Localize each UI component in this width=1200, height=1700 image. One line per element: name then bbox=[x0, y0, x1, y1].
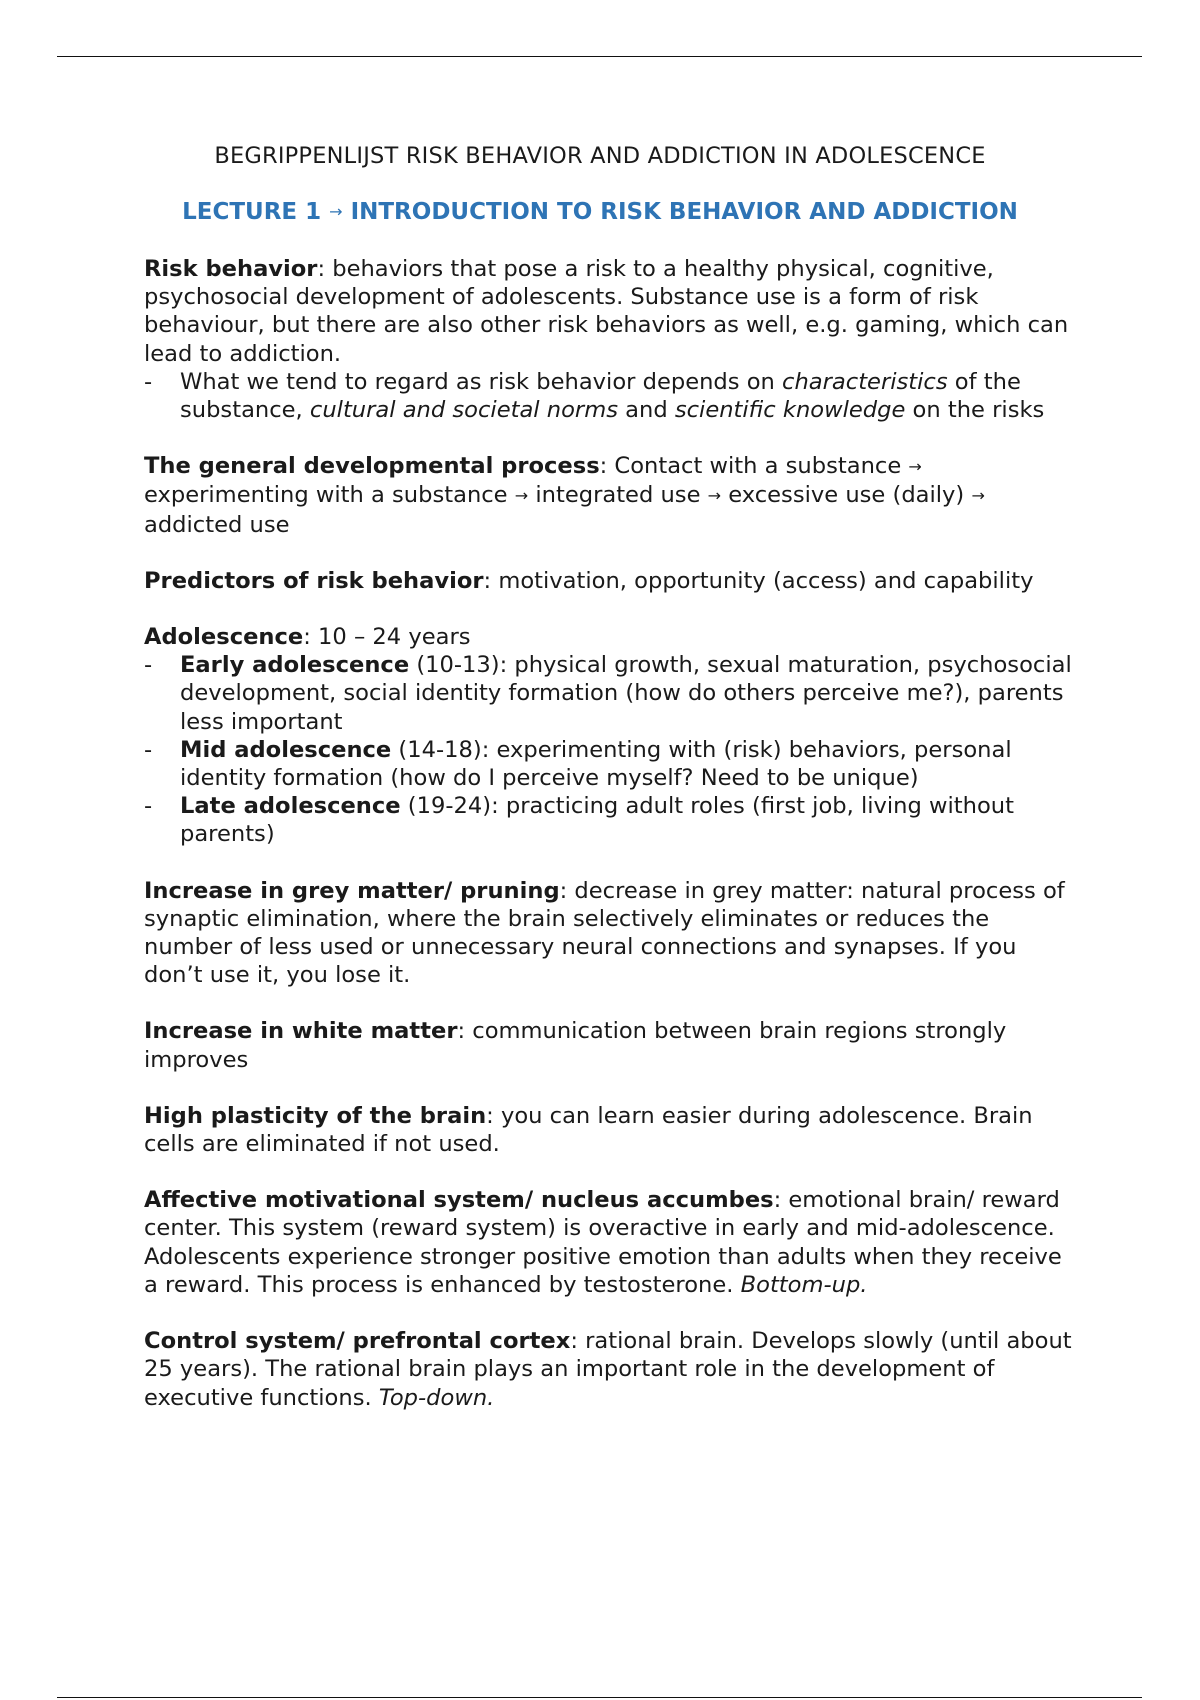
emphasis: characteristics bbox=[782, 368, 948, 395]
term: Adolescence bbox=[144, 624, 304, 651]
entry-white-matter bbox=[144, 1017, 1074, 1073]
definition: : rational brain. Develops slowly (until about 25 years). The rational brain plays an important role in the development of executive functions. bbox=[144, 1328, 1072, 1411]
term: Late adolescence bbox=[180, 793, 401, 820]
entry-paragraph bbox=[144, 1102, 1074, 1158]
definition: : decrease in grey matter: natural process of synaptic elimination, where the brain selectively eliminates or reduces the number of less used or unnecessary neural connections and synapses. If you don’t use it, you lose it. bbox=[144, 877, 1065, 989]
lecture-heading bbox=[0, 199, 1200, 225]
top-rule bbox=[57, 56, 1142, 57]
arrow-right-icon: → bbox=[908, 457, 922, 477]
term: High plasticity of the brain bbox=[144, 1102, 487, 1129]
emphasis: Bottom-up. bbox=[740, 1271, 868, 1298]
definition: : you can learn easier during adolescence. Brain cells are eliminated if not used. bbox=[144, 1102, 1033, 1158]
entry-paragraph bbox=[144, 452, 1074, 539]
term: Early adolescence bbox=[180, 652, 410, 679]
entry-grey-matter bbox=[144, 877, 1074, 990]
term: The general developmental process bbox=[144, 453, 600, 480]
list-item bbox=[144, 651, 1074, 736]
list-item bbox=[144, 792, 1074, 848]
definition: : behaviors that pose a risk to a healthy physical, cognitive, psychosocial development of adolescents. Substance use is a form of risk behaviour, but there are also other risk behaviors as well, e.g. gaming, which can lead to addiction. bbox=[144, 256, 1069, 367]
definition: : communication between brain regions strongly improves bbox=[144, 1018, 1007, 1073]
glossary-content bbox=[144, 255, 1074, 1412]
emphasis: scientific knowledge bbox=[674, 397, 906, 424]
term: Mid adolescence bbox=[180, 736, 392, 763]
text: experimenting with a substance bbox=[144, 482, 515, 509]
text: (14-18): experimenting with (risk) behaviors, personal identity formation (how do I perceive myself? Need to be unique) bbox=[180, 736, 1012, 792]
definition: : 10 – 24 years bbox=[303, 624, 471, 651]
entry-developmental-process bbox=[144, 452, 1074, 539]
bottom-rule bbox=[57, 1697, 1142, 1698]
entry-predictors bbox=[144, 567, 1074, 595]
entry-control-system bbox=[144, 1327, 1074, 1412]
text: (19-24): practicing adult roles (first job, living without parents) bbox=[180, 793, 1014, 848]
entry-paragraph bbox=[144, 255, 1074, 368]
text: and bbox=[617, 397, 675, 424]
entry-affective-system bbox=[144, 1186, 1074, 1299]
text: : Contact with a substance bbox=[599, 453, 909, 480]
term: Predictors of risk behavior bbox=[144, 567, 484, 594]
entry-paragraph bbox=[144, 1186, 1074, 1299]
entry-paragraph bbox=[144, 567, 1074, 595]
entry-paragraph bbox=[144, 1327, 1074, 1412]
document-title: BEGRIPPENLIJST RISK BEHAVIOR AND ADDICTION IN ADOLESCENCE bbox=[214, 143, 986, 169]
arrow-right-icon: → bbox=[707, 486, 722, 506]
entry-paragraph bbox=[144, 877, 1074, 990]
text: addicted use bbox=[144, 511, 290, 538]
term: Increase in white matter bbox=[144, 1018, 458, 1045]
text: on the risks bbox=[905, 397, 1045, 424]
lecture-prefix: LECTURE 1 bbox=[182, 199, 322, 225]
text: What we tend to regard as risk behavior depends on bbox=[180, 368, 783, 395]
text: excessive use (daily) bbox=[721, 482, 972, 509]
emphasis: Top-down. bbox=[378, 1384, 495, 1411]
entry-adolescence bbox=[144, 623, 1074, 849]
arrow-right-icon: → bbox=[971, 486, 985, 506]
bullet-list bbox=[144, 651, 1074, 848]
lecture-title: INTRODUCTION TO RISK BEHAVIOR AND ADDICTION bbox=[350, 199, 1018, 225]
definition: : motivation, opportunity (access) and capability bbox=[483, 567, 1034, 594]
term: Increase in grey matter/ pruning bbox=[144, 877, 560, 904]
term: Control system/ prefrontal cortex bbox=[144, 1328, 571, 1355]
text: integrated use bbox=[528, 482, 708, 509]
list-item bbox=[144, 368, 1074, 424]
bullet-list bbox=[144, 368, 1074, 424]
entry-paragraph bbox=[144, 623, 1074, 651]
arrow-right-icon: → bbox=[514, 486, 529, 506]
entry-risk-behavior bbox=[144, 255, 1074, 424]
entry-plasticity bbox=[144, 1102, 1074, 1158]
list-item bbox=[144, 736, 1074, 792]
term: Risk behavior bbox=[144, 256, 318, 282]
term: Affective motivational system/ nucleus accumbes bbox=[144, 1187, 774, 1214]
entry-paragraph bbox=[144, 1017, 1074, 1073]
definition: : emotional brain/ reward center. This system (reward system) is overactive in early and mid-adolescence. Adolescents experience stronger positive emotion than adults when they receive a reward. This process is enhanced by testosterone. bbox=[144, 1187, 1062, 1298]
arrow-right-icon: → bbox=[329, 202, 343, 221]
text: of the substance, bbox=[180, 368, 1021, 424]
text: (10-13): physical growth, sexual maturation, psychosocial development, social identity formation (how do others perceive me?), parents less important bbox=[180, 652, 1072, 735]
emphasis: cultural and societal norms bbox=[309, 397, 618, 424]
